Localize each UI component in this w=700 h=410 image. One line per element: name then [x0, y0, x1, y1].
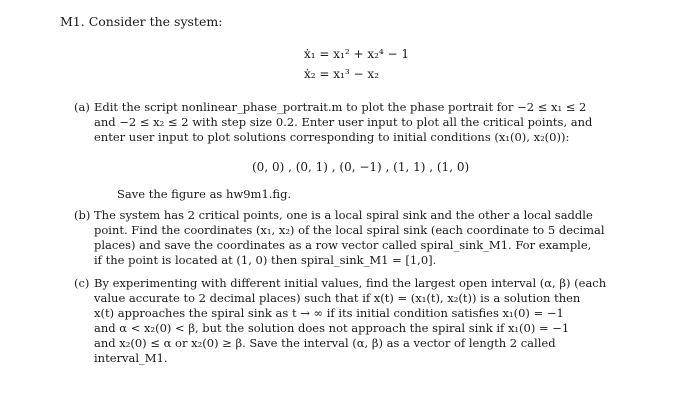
ode-system: [304, 44, 409, 84]
initial-conditions-list: (0, 0) , (0, 1) , (0, −1) , (1, 1) , (1, 0): [252, 160, 470, 174]
part-b-line: The system has 2 critical points, one is a local spiral sink and the other a local saddle: [94, 208, 593, 222]
part-c-line: x(t) approaches the spiral sink as t → ∞ if its initial condition satisfies x₁(0) = −1: [94, 306, 564, 320]
part-b-line: if the point is located at (1, 0) then spiral_sink_M1 = [1,0].: [94, 253, 437, 267]
save-figure-instruction: Save the figure as hw9m1.fig.: [117, 187, 292, 201]
part-b-line: point. Find the coordinates (x₁, x₂) of the local spiral sink (each coordinate to 5 decimal: [94, 223, 605, 237]
part-c-line: and α < x₂(0) < β, but the solution does not approach the spiral sink if x₁(0) = −1: [94, 321, 570, 335]
part-b-line: places) and save the coordinates as a row vector called spiral_sink_M1. For example,: [94, 238, 592, 252]
problem-header: M1. Consider the system:: [60, 14, 223, 29]
part-c-line: interval_M1.: [94, 351, 168, 365]
part-a-label: (a): [74, 100, 90, 114]
part-b: [74, 208, 614, 268]
part-a-line: and −2 ≤ x₂ ≤ 2 with step size 0.2. Enter user input to plot all the critical points, and: [94, 115, 593, 129]
part-c: [74, 276, 614, 366]
part-a-line: Edit the script nonlinear_phase_portrait.m to plot the phase portrait for −2 ≤ x₁ ≤ 2: [94, 100, 587, 114]
part-c-line: value accurate to 2 decimal places) such that if x(t) = (x₁(t), x₂(t)) is a solution then: [94, 291, 581, 305]
part-c-line: and x₂(0) ≤ α or x₂(0) ≥ β. Save the interval (α, β) as a vector of length 2 called: [94, 336, 556, 350]
part-a: [74, 100, 614, 145]
part-c-line: By experimenting with different initial values, find the largest open interval (α, β) (each: [94, 276, 607, 290]
part-a-line: enter user input to plot solutions corresponding to initial conditions (x₁(0), x₂(0)):: [94, 130, 570, 144]
part-b-label: (b): [74, 208, 91, 222]
part-c-label: (c): [74, 276, 90, 290]
equation-1: ẋ₁ = x₁² + x₂⁴ − 1: [304, 47, 410, 61]
equation-2: ẋ₂ = x₁³ − x₂: [304, 67, 379, 81]
